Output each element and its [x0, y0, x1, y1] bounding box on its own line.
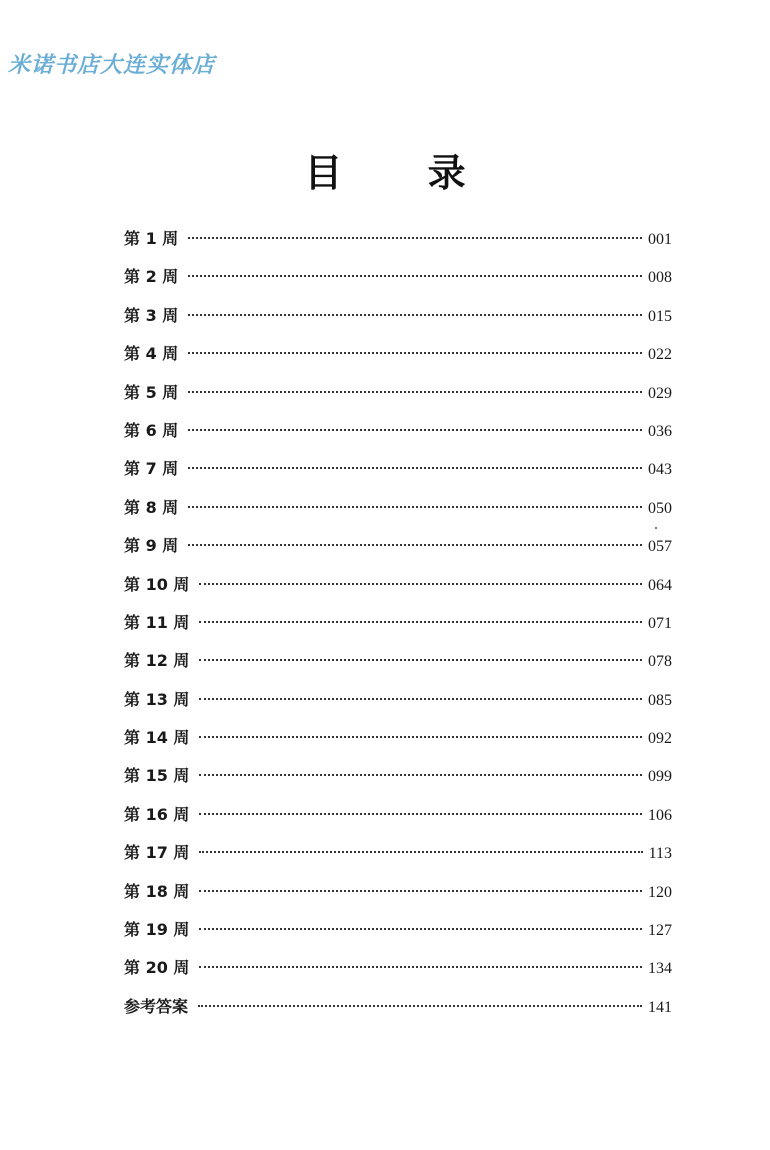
toc-entry[interactable]: [124, 258, 672, 296]
toc-entry-page-number: 057: [648, 538, 672, 556]
toc-entry-page-number: 141: [648, 998, 672, 1016]
toc-entry-label: 第 14 周: [124, 728, 190, 748]
toc-entry[interactable]: [124, 450, 672, 488]
toc-leader-dots: [188, 544, 642, 546]
toc-leader-dots: [188, 314, 642, 316]
toc-leader-dots: [188, 391, 642, 393]
toc-entry[interactable]: [124, 949, 672, 987]
toc-entry-label: 第 13 周: [124, 689, 190, 709]
toc-entry-page-number: 113: [648, 845, 672, 863]
toc-entry-label: 第 17 周: [124, 843, 190, 863]
table-of-contents: [124, 220, 672, 1026]
print-speck: [655, 527, 657, 529]
toc-entry-page-number: 106: [648, 806, 672, 824]
toc-entry[interactable]: [124, 527, 672, 565]
toc-leader-dots: [199, 966, 642, 968]
toc-entry-label: 第 10 周: [124, 574, 190, 594]
toc-entry-page-number: 029: [648, 384, 672, 402]
toc-entry-label: 第 3 周: [124, 305, 179, 325]
toc-entry-page-number: 071: [648, 614, 672, 632]
toc-entry[interactable]: [124, 374, 672, 412]
toc-entry-page-number: 092: [648, 730, 672, 748]
toc-entry[interactable]: [124, 911, 672, 949]
toc-entry-page-number: 050: [648, 499, 672, 517]
toc-entry[interactable]: [124, 834, 672, 872]
toc-entry-page-number: 001: [648, 231, 672, 248]
toc-entry-label: 第 15 周: [124, 766, 190, 786]
toc-leader-dots: [188, 467, 642, 469]
toc-leader-dots: [198, 1005, 642, 1007]
toc-leader-dots: [199, 851, 642, 853]
toc-entry-label: 第 16 周: [124, 804, 190, 824]
toc-entry-page-number: 127: [648, 922, 672, 940]
toc-entry[interactable]: [124, 566, 672, 604]
toc-entry[interactable]: [124, 988, 672, 1026]
toc-entry-page-number: 134: [648, 960, 672, 978]
toc-entry-label: 第 5 周: [124, 382, 179, 402]
toc-entry-label: 第 1 周: [124, 229, 179, 248]
toc-entry-label: 第 7 周: [124, 459, 179, 479]
toc-entry-label: 第 4 周: [124, 344, 179, 364]
store-watermark: 米诺书店大连实体店: [8, 53, 216, 78]
toc-entry-page-number: 064: [648, 576, 672, 594]
toc-entry[interactable]: [124, 489, 672, 527]
toc-entry[interactable]: [124, 757, 672, 795]
toc-entry[interactable]: [124, 297, 672, 335]
toc-entry-label: 第 6 周: [124, 420, 179, 440]
toc-entry-page-number: 078: [648, 653, 672, 671]
toc-entry-label: 第 8 周: [124, 497, 179, 517]
toc-entry[interactable]: [124, 604, 672, 642]
toc-entry[interactable]: [124, 681, 672, 719]
page-title: 目 录: [304, 150, 502, 195]
toc-entry-label: 参考答案: [124, 996, 189, 1016]
toc-entry-label: 第 9 周: [124, 536, 179, 556]
toc-entry-page-number: 043: [648, 461, 672, 479]
toc-leader-dots: [188, 506, 642, 508]
toc-entry-page-number: 085: [648, 691, 672, 709]
toc-entry-label: 第 12 周: [124, 651, 190, 671]
toc-entry[interactable]: [124, 642, 672, 680]
toc-entry-label: 第 20 周: [124, 958, 190, 978]
toc-leader-dots: [188, 429, 642, 431]
toc-leader-dots: [199, 659, 642, 661]
toc-leader-dots: [199, 774, 642, 776]
toc-leader-dots: [188, 352, 642, 354]
toc-entry[interactable]: [124, 220, 672, 258]
toc-leader-dots: [199, 583, 642, 585]
toc-entry[interactable]: [124, 719, 672, 757]
toc-entry-page-number: 015: [648, 307, 672, 325]
toc-entry-page-number: 036: [648, 422, 672, 440]
toc-leader-dots: [199, 621, 642, 623]
toc-leader-dots: [199, 813, 642, 815]
toc-leader-dots: [199, 928, 642, 930]
toc-leader-dots: [199, 736, 642, 738]
toc-entry-page-number: 120: [648, 883, 672, 901]
toc-entry-label: 第 11 周: [124, 612, 190, 632]
toc-entry-page-number: 008: [648, 269, 672, 287]
toc-entry-label: 第 2 周: [124, 267, 179, 287]
toc-entry-label: 第 18 周: [124, 881, 190, 901]
toc-entry-page-number: 099: [648, 768, 672, 786]
toc-leader-dots: [199, 698, 642, 700]
toc-entry[interactable]: [124, 873, 672, 911]
toc-entry[interactable]: [124, 796, 672, 834]
toc-leader-dots: [188, 237, 642, 239]
toc-entry[interactable]: [124, 335, 672, 373]
toc-entry-page-number: 022: [648, 346, 672, 364]
toc-entry[interactable]: [124, 412, 672, 450]
toc-entry-label: 第 19 周: [124, 920, 190, 940]
toc-leader-dots: [199, 890, 642, 892]
toc-leader-dots: [188, 275, 642, 277]
